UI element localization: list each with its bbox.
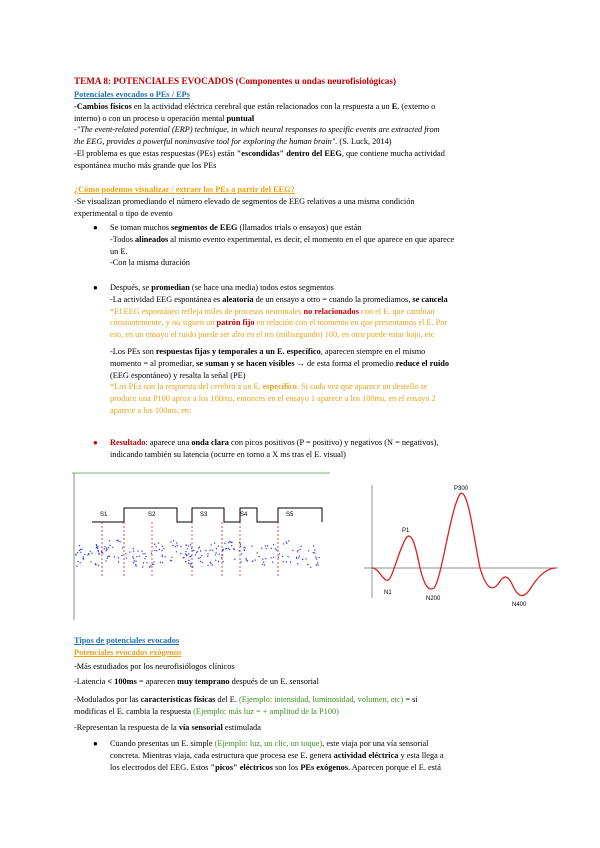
noise-dot [163,548,164,549]
title-block [0,76,600,88]
noise-dot [80,552,81,553]
noise-dot [118,561,119,562]
noise-dot [229,541,230,542]
noise-dot [282,556,283,557]
noise-dot [133,558,134,559]
noise-dot [267,545,268,546]
noise-dot [106,548,107,549]
noise-dot [104,548,105,549]
peak-label: P300 [454,486,469,492]
noise-dot [171,560,172,561]
noise-dot [133,550,134,551]
noise-dot [200,550,201,551]
noise-dot [96,547,97,548]
noise-dot [296,558,297,559]
noise-dot [175,546,176,547]
noise-dot [133,548,134,549]
bullet-segmentos [0,222,600,269]
note-line-3: eso, en un ensayo el ruido puede ser alto en el ms (milisegundo) 100, en otro puede estar bajo, etc [110,330,435,340]
noise-dot [77,552,78,553]
noise-dot [139,556,140,557]
noise-dot [315,556,316,557]
noise-dot [162,546,163,547]
noise-dot [135,560,136,561]
noise-dot [135,565,136,566]
noise-dot [97,548,98,549]
noise-dot [153,564,154,565]
noise-dot [165,556,166,557]
eeg-noise-trace [75,540,320,569]
noise-dot [185,553,186,554]
noise-dot [80,562,81,563]
noise-dot [114,556,115,557]
noise-dot [145,556,146,557]
noise-dot [297,563,298,564]
quote-line: -"The event-related potential (ERP) technique, in which neural responses to specific events are extracted from [74,125,440,135]
noise-dot [307,564,308,565]
noise-dot [136,556,137,557]
noise-dot [258,556,259,557]
noise-dot [205,550,206,551]
noise-dot [313,552,314,553]
noise-dot [158,542,159,543]
noise-dot [188,560,189,561]
bullet-text: Resultado: aparece una onda clara con picos positivos (P = positivo) y negativos (N = negativos), [110,438,439,447]
noise-dot [244,550,245,551]
noise-dot [273,557,274,558]
noise-dot [171,557,172,558]
noise-dot [286,542,287,543]
noise-dot [214,542,215,543]
noise-dot [180,546,181,547]
noise-dot [257,552,258,553]
bullet-promedian [0,282,600,417]
noise-dot [271,548,272,549]
noise-dot [135,564,136,565]
subsection-heading: Potenciales evocados exógenos [74,647,182,657]
bullet-sub: -Todos alineados al mismo evento experimental, es decir, el momento en el que aparece en que aparece [110,234,455,244]
bullet-text: Después, se promedian (se hace una media) todos estos segmentos [110,283,334,292]
noise-dot [219,554,220,555]
note2-line-3: aparece a los 100ms, etc [110,405,191,415]
stimulus-label: S1 [100,512,108,518]
noise-dot [210,550,211,551]
noise-dot [109,540,110,541]
noise-dot [186,545,187,546]
noise-dot [162,555,163,556]
noise-dot [316,564,317,565]
noise-dot [126,558,127,559]
noise-dot [172,545,173,546]
noise-dot [129,551,130,552]
noise-dot [79,550,80,551]
noise-dot [234,559,235,560]
noise-dot [201,555,202,556]
noise-dot [193,550,194,551]
noise-dot [117,540,118,541]
bullet-sub-2: -Los PEs son respuestas fijas y temporales a un E. específico, aparecen siempre en el mismo [110,346,426,356]
noise-dot [160,562,161,563]
noise-dot [90,551,91,552]
noise-dot [245,547,246,548]
noise-dot [222,561,223,562]
noise-dot [190,556,191,557]
noise-dot [296,557,297,558]
noise-dot [212,550,213,551]
intro-line-2: experimental o tipo de evento [74,208,173,218]
noise-dot [264,564,265,565]
noise-dot [229,549,230,550]
noise-dot [125,553,126,554]
noise-dot [305,558,306,559]
noise-dot [162,556,163,557]
peak-label: P1 [402,528,410,534]
noise-dot [265,548,266,549]
bullet-sub-2b: momento = al promediar, se suman y se hacen visibles → de esta forma el promedio reduce el ruido [110,358,450,368]
noise-dot [187,548,188,549]
noise-dot [316,558,317,559]
noise-dot [101,552,102,553]
noise-dot [154,550,155,551]
bullet-sub-3: -Con la misma duración [110,258,190,268]
noise-dot [292,550,293,551]
noise-dot [108,547,109,548]
definition-line-2: interno) o con un proceso u operación mental puntual [74,113,255,123]
bullet-sub: -La actividad EEG espontánea es aleatoria de un ensayo a otro = cuando la promediamos, se cancela [110,294,448,304]
noise-dot [153,561,154,562]
noise-dot [118,557,119,558]
noise-dot [106,549,107,550]
noise-dot [210,563,211,564]
noise-dot [273,544,274,545]
noise-dot [76,565,77,566]
section-heading: Potenciales evocados o PEs / EPs [74,90,190,99]
noise-dot [97,546,98,547]
note-line-2: constantemente, y no siguen un patrón fijo en relación con el momento en que presentamos el E. Por [110,318,448,328]
noise-dot [109,545,110,546]
noise-dot [185,561,186,562]
noise-dot [83,556,84,557]
noise-dot [90,561,91,562]
noise-dot [297,551,298,552]
noise-dot [255,559,256,560]
noise-dot [190,565,191,566]
bullet-via-sensorial [0,738,600,773]
noise-dot [190,544,191,545]
noise-dot [154,544,155,545]
bullet-sub-2: un E. [110,246,128,256]
noise-dot [122,547,123,548]
noise-dot [210,544,211,545]
noise-dot [132,556,133,557]
noise-dot [278,556,279,557]
noise-dot [300,546,301,547]
bullet-icon: ● [93,223,98,232]
section-potenciales [0,89,600,172]
noise-dot [176,551,177,552]
noise-dot [197,551,198,552]
noise-dot [98,551,99,552]
noise-dot [188,562,189,563]
noise-dot [279,553,280,554]
noise-dot [107,558,108,559]
noise-dot [214,554,215,555]
noise-dot [228,542,229,543]
list-line: -Latencia < 100ms = aparecen muy temprano después de un E. sensorial [74,677,319,687]
peak-label: N400 [512,602,527,608]
noise-dot [246,559,247,560]
stimulus-label: S3 [200,512,208,518]
noise-dot [79,545,80,546]
noise-dot [198,558,199,559]
noise-dot [276,549,277,550]
noise-dot [77,561,78,562]
section-visualizar [0,184,600,219]
noise-dot [150,565,151,566]
noise-dot [196,552,197,553]
noise-dot [252,560,253,561]
noise-dot [156,546,157,547]
peak-label: N200 [426,596,441,602]
noise-dot [200,557,201,558]
noise-dot [186,555,187,556]
noise-dot [99,554,100,555]
noise-dot [198,547,199,548]
noise-dot [283,543,284,544]
noise-dot [177,545,178,546]
noise-dot [317,562,318,563]
noise-dot [241,553,242,554]
noise-dot [240,561,241,562]
noise-dot [202,562,203,563]
noise-dot [190,563,191,564]
noise-dot [261,548,262,549]
noise-dot [142,553,143,554]
noise-dot [142,566,143,567]
page-title: TEMA 8: POTENCIALES EVOCADOS (Componentes u ondas neurofisiológicas) [74,76,397,86]
noise-dot [210,562,211,563]
noise-dot [159,549,160,550]
noise-dot [84,554,85,555]
noise-dot [298,557,299,558]
noise-dot [215,552,216,553]
noise-dot [243,547,244,548]
noise-dot [91,553,92,554]
noise-dot [299,555,300,556]
eeg-trials-figure [72,470,330,622]
noise-dot [81,548,82,549]
noise-dot [265,558,266,559]
noise-dot [218,561,219,562]
noise-dot [222,550,223,551]
noise-dot [173,540,174,541]
noise-dot [112,547,113,548]
noise-dot [234,549,235,550]
noise-dot [107,556,108,557]
noise-dot [105,560,106,561]
list-line: -Más estudiados por los neurofisiólogos clínicos [74,661,235,671]
noise-dot [286,561,287,562]
noise-dot [313,545,314,546]
noise-dot [314,549,315,550]
noise-dot [108,555,109,556]
noise-dot [207,553,208,554]
noise-dot [88,553,89,554]
noise-dot [141,551,142,552]
noise-dot [134,560,135,561]
noise-dot [104,546,105,547]
bullet-icon: ● [93,438,98,447]
noise-dot [151,553,152,554]
noise-dot [251,545,252,546]
stimulus-label: S4 [240,512,248,518]
note2-line-2: produce una P100 aprox a los 100ms, entonces en el ensayo 1 aparece a los 100ms, en el ensayo 2 [110,394,436,404]
noise-dot [317,564,318,565]
noise-dot [96,545,97,546]
noise-dot [137,550,138,551]
noise-dot [98,565,99,566]
noise-dot [80,549,81,550]
noise-dot [287,556,288,557]
event-markers [102,522,278,578]
noise-dot [262,564,263,565]
bullet-text: Se toman muchos segmentos de EEG (llamados trials o ensayos) que están [110,223,362,232]
noise-dot [149,566,150,567]
noise-dot [262,559,263,560]
noise-dot [308,550,309,551]
noise-dot [247,560,248,561]
noise-dot [143,562,144,563]
noise-dot [231,545,232,546]
noise-dot [188,553,189,554]
bullet-text-2: indicando también su latencia (ocurre en torno a X ms tras el E. visual) [110,449,346,459]
noise-dot [319,557,320,558]
erp-waveform-figure [362,480,562,620]
noise-dot [302,559,303,560]
bullet-sub-2c: (EEG espontáneo) y resalta la señal (PE) [110,370,246,380]
noise-dot [207,565,208,566]
noise-dot [146,562,147,563]
noise-dot [216,548,217,549]
noise-dot [183,557,184,558]
noise-dot [288,540,289,541]
noise-dot [228,548,229,549]
bullet-text: Cuando presentas un E. simple (Ejemplo: luz, un clic, un toque), este viaja por una vía sensorial [110,739,429,748]
noise-dot [188,545,189,546]
noise-dot [180,553,181,554]
noise-dot [215,560,216,561]
noise-dot [283,561,284,562]
problem-line: -El problema es que estas respuestas (PEs) están "escondidas" dentro del EEG, que contiene mucha actividad [74,148,445,158]
section-heading: Tipos de potenciales evocados [74,636,180,645]
note-line: *El EEG espontáneo refleja miles de procesos neuronales no relacionados con el E. que cambian [110,306,435,316]
noise-dot [314,552,315,553]
noise-dot [133,562,134,563]
noise-dot [161,550,162,551]
noise-dot [106,550,107,551]
noise-dot [238,550,239,551]
noise-dot [225,548,226,549]
noise-dot [299,549,300,550]
noise-dot [275,548,276,549]
list-line: -Representan la respuesta de la vía sensorial estimulada [74,722,261,732]
noise-dot [272,562,273,563]
stimulus-label: S5 [286,512,294,518]
noise-dot [246,558,247,559]
noise-dot [200,561,201,562]
noise-dot [185,551,186,552]
stimulus-label: S2 [148,512,156,518]
bullet-text-2: concreta. Mientras viaja, cada estructura que procesa ese E. genera actividad eléctrica y esta llega a [110,750,444,760]
noise-dot [119,541,120,542]
noise-dot [290,561,291,562]
section-heading: ¿Cómo podemos visualizar / extraer los PEs a partir del EEG? [74,185,295,194]
bullet-resultado [0,437,600,461]
noise-dot [207,556,208,557]
noise-dot [83,558,84,559]
noise-dot [156,550,157,551]
erp-wave [372,493,556,595]
noise-dot [170,541,171,542]
noise-dot [170,560,171,561]
definition-line: -Cambios físicos en la actividad eléctrica cerebral que están relacionados con la respuesta a un E. (externo o [74,101,436,111]
noise-dot [224,543,225,544]
noise-dot [121,555,122,556]
noise-dot [310,567,311,568]
note2-line: *Los PEs son la respuesta del cerebro a un E. específico. Si cada vez que aparece un destello se [110,382,428,392]
bullet-icon: ● [93,283,98,292]
noise-dot [144,558,145,559]
noise-dot [297,550,298,551]
noise-dot [218,546,219,547]
bullet-text-3: los electrodos del EEG. Estos "picos" eléctricos son los PEs exógenos. Aparecen porque el E. está [110,762,441,772]
noise-dot [195,554,196,555]
section-tipos [0,635,600,734]
noise-dot [270,557,271,558]
peak-label: N1 [384,590,392,596]
noise-dot [87,554,88,555]
bullet-icon: ● [93,739,98,748]
problem-line-2: espontánea mucho más grande que los PEs [74,160,217,170]
noise-dot [95,563,96,564]
noise-dot [75,554,76,555]
noise-dot [212,564,213,565]
noise-dot [162,562,163,563]
noise-dot [265,545,266,546]
intro-line: -Se visualizan promediando el número elevado de segmentos de EEG relativos a una misma condición [74,196,415,206]
noise-dot [263,561,264,562]
noise-dot [176,542,177,543]
quote-line-2: the EEG, provides a powerful noninvasive tool for exploring the human brain". (S. Luck, 2014) [74,137,392,147]
noise-dot [144,553,145,554]
list-line-2: modificas el E. cambia la respuesta (Ejemplo: más luz = + amplitud de la P100) [74,706,339,716]
list-line: -Modulados por las características físicas del E. (Ejemplo: intensidad, luminosidad, volumen, etc) = si [74,695,418,705]
